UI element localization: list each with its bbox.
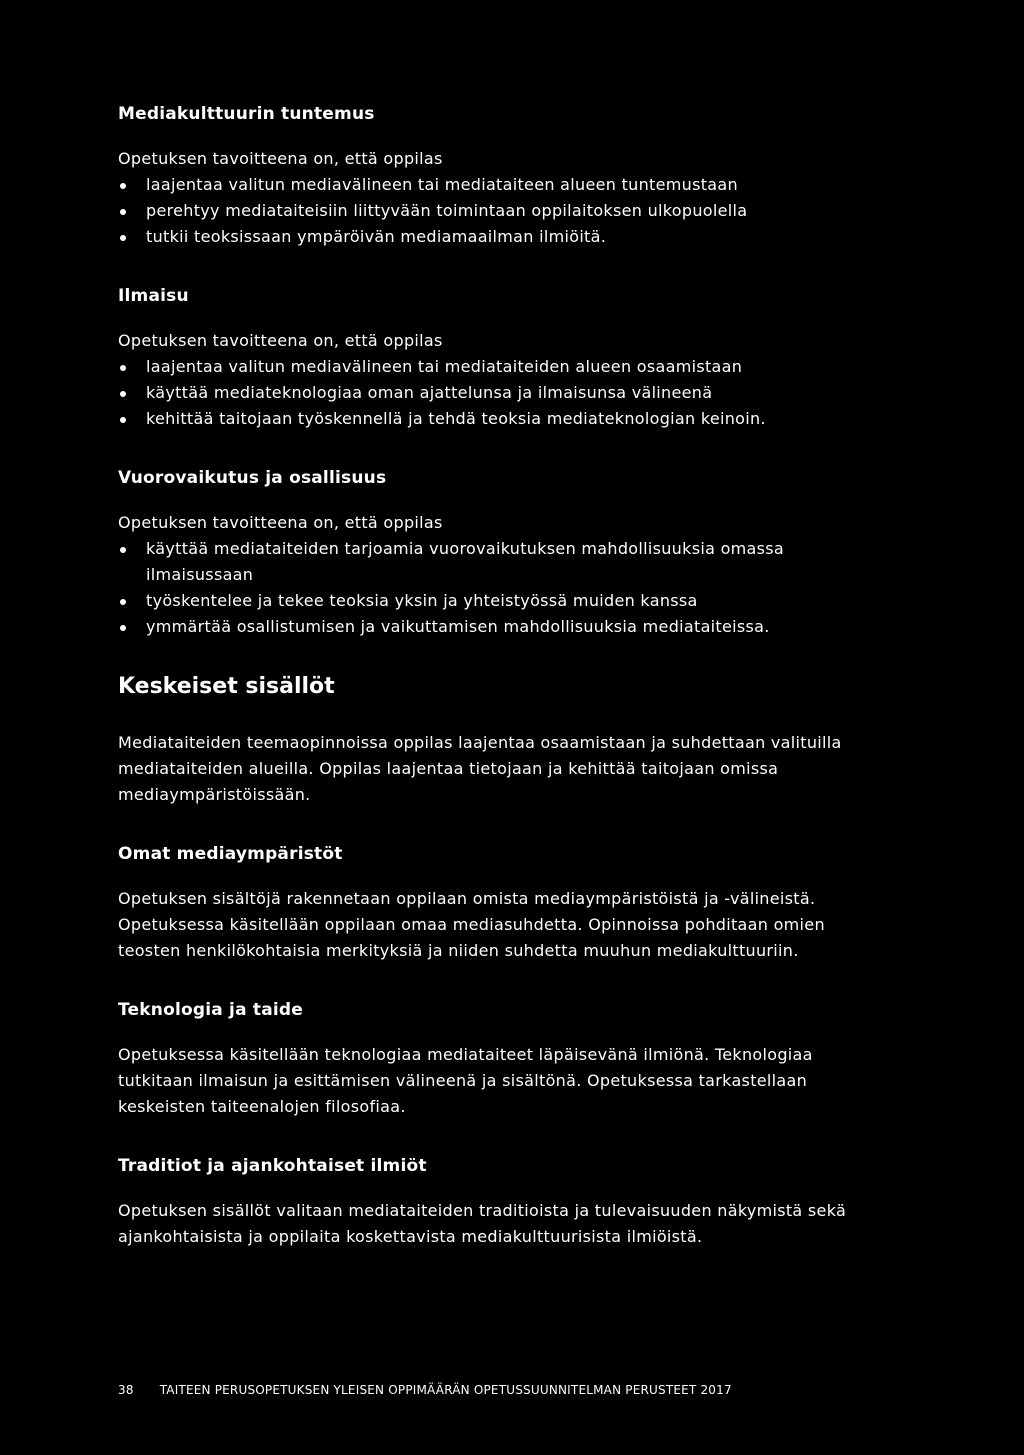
section-intro: Opetuksen tavoitteena on, että oppilas xyxy=(118,149,443,168)
subsection-heading-teknologia-ja-taide: Teknologia ja taide xyxy=(118,1000,303,1020)
page-body xyxy=(118,100,878,1250)
list-item: kehittää taitojaan työskennellä ja tehdä teoksia mediateknologian keinoin. xyxy=(118,406,878,432)
list-item: tutkii teoksissaan ympäröivän mediamaailman ilmiöitä. xyxy=(118,224,878,250)
list-item: laajentaa valitun mediavälineen tai mediataiteiden alueen osaamistaan xyxy=(118,354,878,380)
content-intro: Mediataiteiden teemaopinnoissa oppilas laajentaa osaamistaan ja suhdettaan valituilla mediataiteiden alueilla. Oppilas laajentaa tietojaan ja kehittää taitojaan omissa mediaympäristöissään. xyxy=(118,733,842,804)
section-intro: Opetuksen tavoitteena on, että oppilas xyxy=(118,513,443,532)
section-heading-vuorovaikutus: Vuorovaikutus ja osallisuus xyxy=(118,468,387,488)
goal-list xyxy=(118,354,878,432)
goal-list xyxy=(118,536,878,640)
section-heading-ilmaisu: Ilmaisu xyxy=(118,286,189,306)
subsection-text: Opetuksen sisältöjä rakennetaan oppilaan omista mediaympäristöistä ja -välineistä. Opetuksessa käsitellään oppilaan omaa mediasuhdetta. Opinnoissa pohditaan omien teosten henkilökohtaisia merkityksiä ja niiden suhdetta muuhun mediakulttuuriin. xyxy=(118,889,825,960)
main-heading-keskeiset-sisallot: Keskeiset sisällöt xyxy=(118,674,335,699)
page-footer xyxy=(118,1383,732,1397)
list-item: käyttää mediateknologiaa oman ajattelunsa ja ilmaisunsa välineenä xyxy=(118,380,878,406)
footer-title: TAITEEN PERUSOPETUKSEN YLEISEN OPPIMÄÄRÄN OPETUSSUUNNITELMAN PERUSTEET 2017 xyxy=(159,1383,732,1397)
list-item: työskentelee ja tekee teoksia yksin ja yhteistyössä muiden kanssa xyxy=(118,588,878,614)
subsection-text: Opetuksen sisällöt valitaan mediataiteiden traditioista ja tulevaisuuden näkymistä sekä ajankohtaisista ja oppilaita koskettavista mediakulttuurisista ilmiöistä. xyxy=(118,1201,847,1246)
subsection-heading-traditiot: Traditiot ja ajankohtaiset ilmiöt xyxy=(118,1156,427,1176)
goal-list xyxy=(118,172,878,250)
section-intro: Opetuksen tavoitteena on, että oppilas xyxy=(118,331,443,350)
section-heading-mediakulttuurin-tuntemus: Mediakulttuurin tuntemus xyxy=(118,104,375,124)
list-item: perehtyy mediataiteisiin liittyvään toimintaan oppilaitoksen ulkopuolella xyxy=(118,198,878,224)
list-item: ymmärtää osallistumisen ja vaikuttamisen mahdollisuuksia mediataiteissa. xyxy=(118,614,878,640)
subsection-heading-omat-mediaymparistot: Omat mediaympäristöt xyxy=(118,844,343,864)
list-item: käyttää mediataiteiden tarjoamia vuorovaikutuksen mahdollisuuksia omassa ilmaisussaan xyxy=(118,536,878,588)
subsection-text: Opetuksessa käsitellään teknologiaa mediataiteet läpäisevänä ilmiönä. Teknologiaa tutkitaan ilmaisun ja esittämisen välineenä ja sisältönä. Opetuksessa tarkastellaan keskeisten taiteenalojen filosofiaa. xyxy=(118,1045,813,1116)
page-number: 38 xyxy=(118,1383,134,1397)
list-item: laajentaa valitun mediavälineen tai mediataiteen alueen tuntemustaan xyxy=(118,172,878,198)
